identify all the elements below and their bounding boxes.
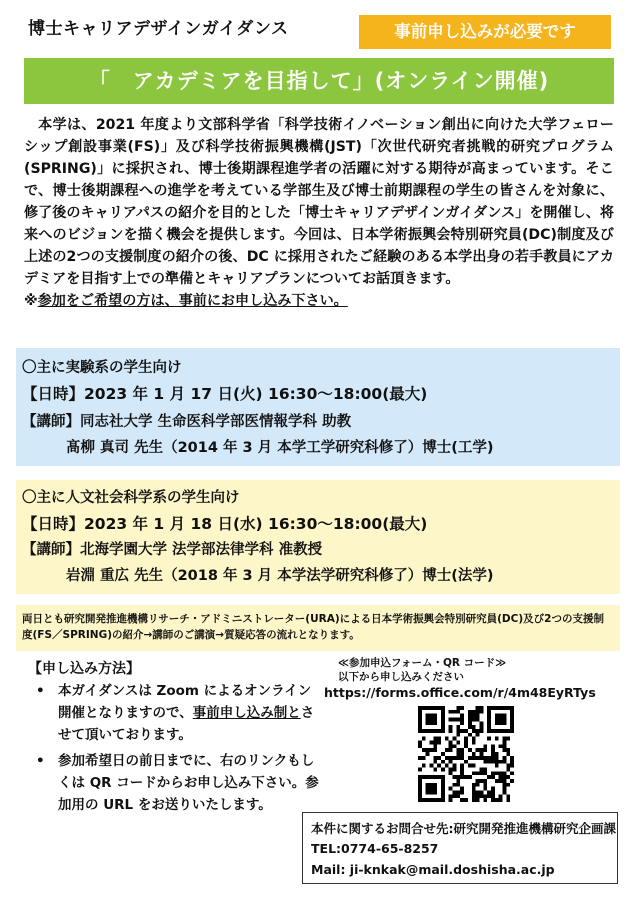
form-title: ≪参加申込フォーム・QR コード≫ bbox=[338, 657, 507, 669]
session-lecturer: 【講師】北海学園大学 法学部法律学科 准教授 bbox=[22, 542, 323, 558]
session-datetime: 【日時】2023 年 1 月 18 日(水) 16:30～18:00(最大) bbox=[22, 515, 428, 533]
series-title: 博士キャリアデザインガイダンス bbox=[28, 19, 289, 39]
session-datetime: 【日時】2023 年 1 月 17 日(火) 16:30～18:00(最大) bbox=[22, 385, 428, 403]
registration-note-text: 参加をご希望の方は、事前にお申し込み下さい。 bbox=[37, 293, 348, 309]
apply-item: • 本ガイダンスは Zoom によるオンライン開催となりますので、事前申し込み制とさせて頂いております。 bbox=[28, 680, 324, 746]
intro-paragraph: 本学は、2021 年度より文部科学省「科学技術イノベーション創出に向けた大学フェローシップ創設事業(FS)」及び科学技術振興機構(JST)「次世代研究者挑戦的研究プログラム(SPRING)」に採択され、博士後期課程進学者の活躍に対する期待が高まっています。そこで、博士後期課程への進学を考えている学部生及び博士前期課程の学生の皆さんを対象に、修了後のキャリアパスの紹介を目的とした「博士キャリアデザインガイダンス」を開催し、将来へのビジョンを描く機会を提供します。今回は、日本学術振興会特別研究員(DC)制度及び上述の2つの支援制度の紹介の後、DC に採用されたご経験のある本学出身の若手教員にアカデミアを目指す上での準備とキャリアプランについてお話頂きます。 bbox=[24, 117, 614, 287]
program-summary: 両日とも研究開発推進機構リサーチ・アドミニストレーター(URA)による日本学術振興会特別研究員(DC)及び2つの支援制度(FS／SPRING)の紹介→講師のご講演→質疑応答の流れとなります。 bbox=[16, 605, 620, 651]
note-mark: ※ bbox=[24, 293, 38, 309]
session-panel-science bbox=[16, 348, 620, 466]
contact-tel: TEL:0774-65-8257 bbox=[311, 841, 439, 856]
form-subtitle: 以下から申し込みください bbox=[338, 671, 464, 683]
contact-mail[interactable]: Mail: ji-knkak@mail.doshisha.ac.jp bbox=[311, 862, 555, 877]
apply-list bbox=[28, 680, 324, 820]
contact-box bbox=[302, 812, 618, 884]
apply-heading: 【申し込み方法】 bbox=[28, 661, 140, 677]
qr-code-icon[interactable] bbox=[418, 706, 514, 802]
bullet-icon: • bbox=[36, 683, 45, 699]
form-note bbox=[338, 656, 506, 684]
event-title-banner: 「 アカデミアを目指して」(オンライン開催) bbox=[24, 58, 614, 104]
intro-text bbox=[24, 114, 614, 312]
prior-registration-text: 事前申し込み制と bbox=[192, 705, 301, 721]
form-link[interactable]: https://forms.office.com/r/4m48EyRTys bbox=[324, 685, 596, 700]
lecturer-name: 髙柳 真司 先生（2014 年 3 月 本学工学研究科修了）博士(工学) bbox=[66, 440, 494, 456]
session-panel-humanities bbox=[16, 480, 620, 594]
session-target: 〇主に実験系の学生向け bbox=[22, 360, 182, 376]
session-lecturer: 【講師】同志社大学 生命医科学部医情報学科 助教 bbox=[22, 414, 352, 430]
apply-item: • 参加希望日の前日までに、右のリンクもしくは QR コードからお申し込み下さい。参加用の URL をお送りいたします。 bbox=[28, 750, 324, 816]
lecturer-name: 岩淵 重広 先生（2018 年 3 月 本学法学研究科修了）博士(法学) bbox=[66, 568, 494, 584]
registration-note bbox=[24, 290, 614, 312]
bullet-icon: • bbox=[36, 753, 45, 769]
registration-required-badge: 事前申し込みが必要です bbox=[359, 15, 611, 49]
contact-title: 本件に関するお問合せ先:研究開発推進機構研究企画課 bbox=[311, 821, 616, 836]
session-target: 〇主に人文社会科学系の学生向け bbox=[22, 490, 240, 506]
